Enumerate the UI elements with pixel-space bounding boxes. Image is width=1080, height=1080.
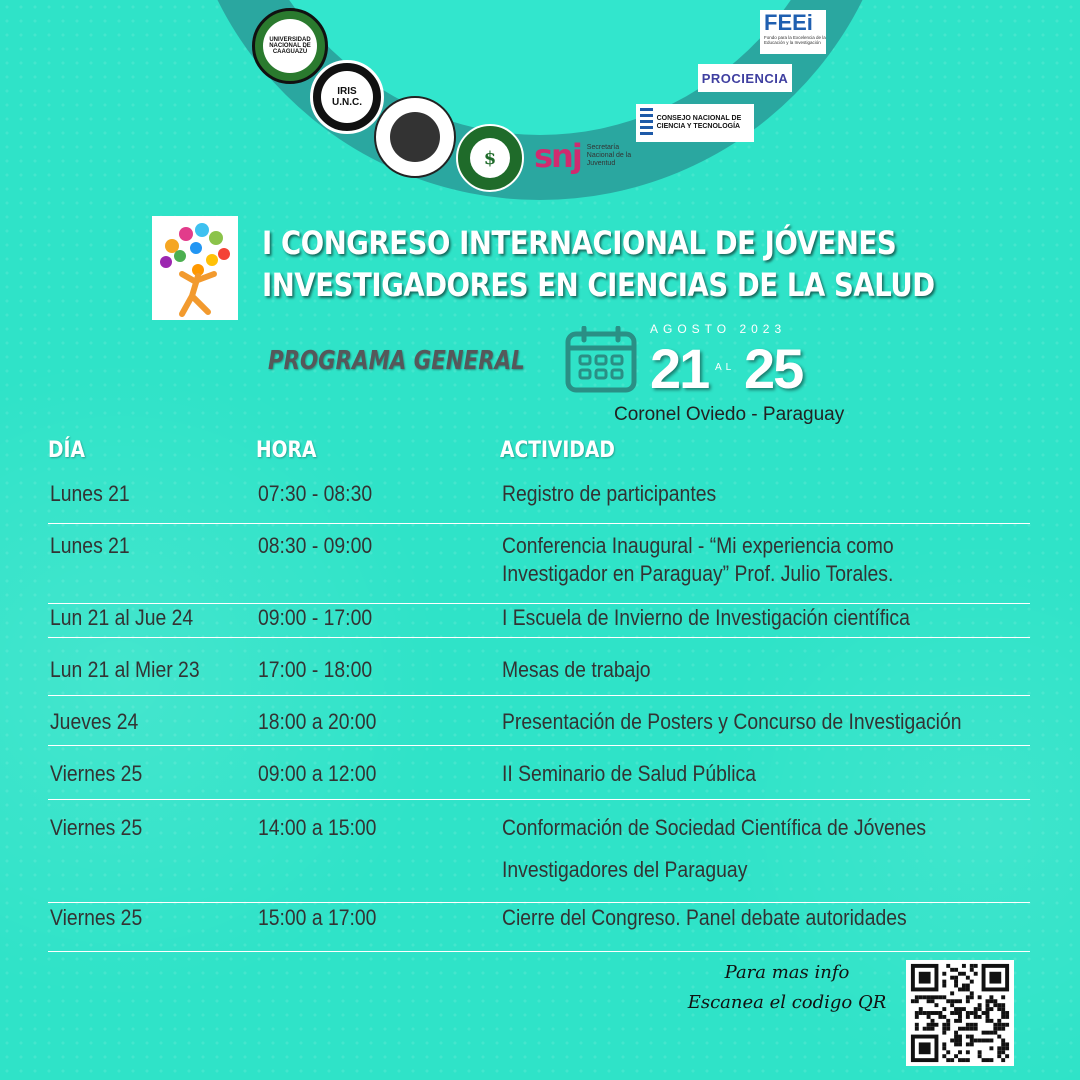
cell-day: Lunes 21 (50, 533, 130, 558)
cell-day: Lun 21 al Mier 23 (50, 657, 200, 682)
event-start-day: 21 (650, 337, 709, 400)
qr-info-text (682, 958, 892, 1018)
unca-logo-text: UNIVERSIDAD NACIONAL DE CAAGUAZÚ (263, 19, 317, 73)
table-row (48, 656, 1030, 696)
conacyt-logo (636, 104, 754, 142)
event-location: Coronel Oviedo - Paraguay (614, 404, 845, 425)
cell-hour: 07:30 - 08:30 (258, 481, 373, 506)
feei-logo (760, 10, 826, 54)
qr-info-line-1: Para mas info (724, 962, 850, 983)
qr-code-icon[interactable] (906, 960, 1014, 1066)
table-header-day: DÍA (48, 438, 85, 463)
iris-logo (310, 60, 384, 134)
cell-day: Lun 21 al Jue 24 (50, 605, 194, 630)
cell-activity: I Escuela de Invierno de Investigación científica (502, 605, 910, 630)
table-row (48, 708, 1030, 746)
cell-activity: Presentación de Posters y Concurso de Investigación (502, 709, 962, 734)
table-header-activity: ACTIVIDAD (500, 438, 615, 463)
cell-day: Jueves 24 (50, 709, 139, 734)
congress-title (262, 222, 935, 306)
feei-logo-text: Fondo para la Excelencia de la Educación y la Investigación (764, 35, 826, 45)
table-row (48, 760, 1030, 800)
snj-logo-mark: snj (534, 137, 581, 175)
table-header-hour: HORA (256, 438, 317, 463)
tree-figure-icon (152, 216, 238, 320)
ins-logo-mark: $ (470, 138, 510, 178)
fcm-seal-icon (390, 112, 440, 162)
cell-hour: 09:00 a 12:00 (258, 761, 377, 786)
congress-title-line-1: I CONGRESO INTERNACIONAL DE JÓVENES (262, 224, 897, 262)
prociencia-logo (698, 64, 792, 92)
conacyt-icon (640, 108, 653, 138)
cell-day: Viernes 25 (50, 815, 143, 840)
cell-activity: II Seminario de Salud Pública (502, 761, 756, 786)
cell-day: Lunes 21 (50, 481, 130, 506)
ins-logo (456, 124, 524, 192)
table-row (48, 604, 1030, 638)
cell-activity: Investigador en Paraguay” Prof. Julio Torales. (502, 561, 894, 586)
cell-hour: 17:00 - 18:00 (258, 657, 373, 682)
cell-hour: 14:00 a 15:00 (258, 815, 377, 840)
table-row (48, 904, 1030, 952)
unca-logo (252, 8, 328, 84)
event-date-connector: AL (715, 362, 736, 373)
cell-activity: Conformación de Sociedad Científica de Jóvenes (502, 815, 927, 840)
cell-hour: 08:30 - 09:00 (258, 533, 373, 558)
table-row (48, 814, 1030, 903)
table-row (48, 480, 1030, 524)
cell-activity: Mesas de trabajo (502, 657, 651, 682)
cell-activity: Conferencia Inaugural - “Mi experiencia como (502, 533, 894, 558)
program-label: PROGRAMA GENERAL (268, 346, 525, 376)
cell-hour: 15:00 a 17:00 (258, 905, 377, 930)
event-month: AGOSTO 2023 (650, 322, 787, 336)
congress-tree-logo (152, 216, 238, 320)
cell-activity: Investigadores del Paraguay (502, 857, 748, 882)
prociencia-logo-text: PROCIENCIA (701, 70, 789, 86)
calendar-icon (564, 326, 638, 394)
cell-hour: 09:00 - 17:00 (258, 605, 373, 630)
table-row (48, 532, 1030, 604)
cell-hour: 18:00 a 20:00 (258, 709, 377, 734)
congress-title-line-2: INVESTIGADORES EN CIENCIAS DE LA SALUD (262, 266, 935, 304)
cell-day: Viernes 25 (50, 761, 143, 786)
qr-info-line-2: Escanea el codigo QR (687, 992, 887, 1013)
cell-day: Viernes 25 (50, 905, 143, 930)
snj-logo-text: Secretaría Nacional de la Juventud (586, 144, 632, 167)
snj-logo (534, 128, 643, 184)
iris-logo-text: IRIS U.N.C. (321, 71, 373, 123)
feei-logo-mark: FEEi (764, 10, 813, 35)
fcm-una-logo (374, 96, 456, 178)
cell-activity: Cierre del Congreso. Panel debate autoridades (502, 905, 907, 930)
conacyt-logo-text: CONSEJO NACIONAL DE CIENCIA Y TECNOLOGÍA (656, 114, 742, 130)
event-end-day: 25 (744, 337, 803, 400)
cell-activity: Registro de participantes (502, 481, 717, 506)
